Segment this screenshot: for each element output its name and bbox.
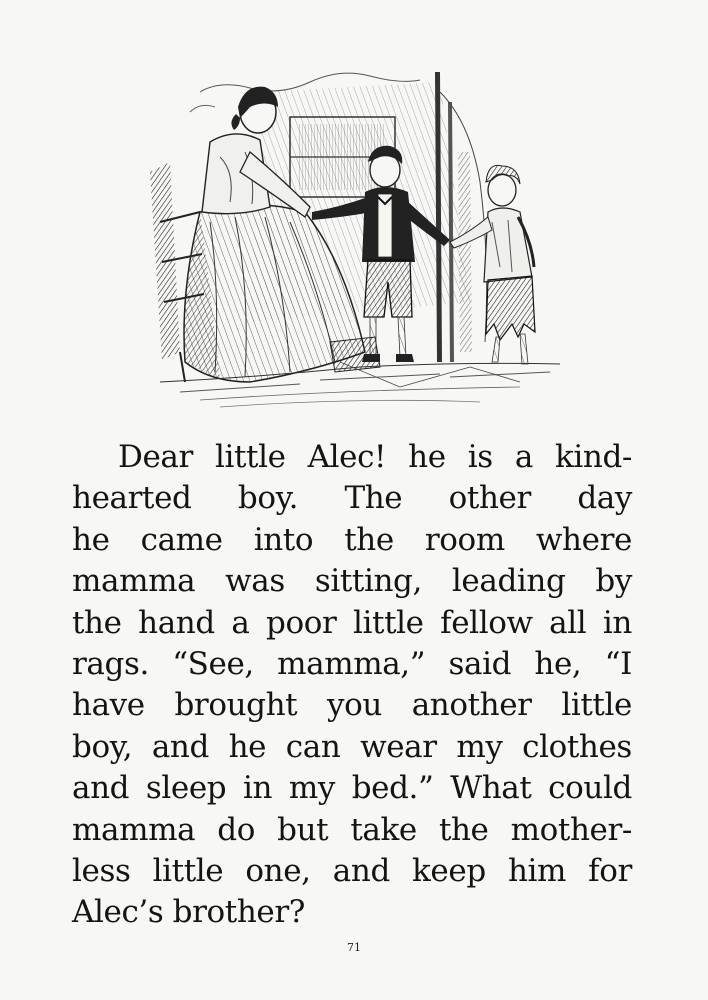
story-word: and <box>332 852 390 889</box>
story-word: What <box>450 770 532 807</box>
story-word: less <box>72 852 131 889</box>
story-line <box>72 685 632 726</box>
story-word: fellow <box>440 604 533 641</box>
story-word: little <box>152 852 224 889</box>
story-word: day <box>577 480 632 517</box>
story-word: my <box>288 770 335 807</box>
story-word: sleep <box>145 770 227 807</box>
story-word: wear <box>360 728 437 765</box>
story-word: came <box>140 521 223 558</box>
story-word: brought <box>174 687 298 724</box>
story-word: but <box>277 811 329 848</box>
story-word: him <box>507 852 567 889</box>
story-word: little <box>561 687 632 724</box>
story-word: “I <box>604 645 632 682</box>
story-word: he <box>408 439 446 475</box>
story-word: The <box>344 480 403 517</box>
story-word: a <box>514 439 533 475</box>
story-word: other <box>448 480 531 517</box>
story-word: boy, <box>72 728 133 765</box>
story-word: the <box>344 521 394 558</box>
story-word: sitting, <box>314 563 422 600</box>
story-word: hearted <box>72 480 192 517</box>
story-word: hand <box>138 604 215 641</box>
story-word: the <box>438 811 489 848</box>
story-word: all <box>549 604 587 641</box>
story-line <box>72 437 632 478</box>
story-word: one, <box>245 852 311 889</box>
story-word: where <box>535 521 632 558</box>
story-word: poor <box>266 604 337 641</box>
story-line <box>72 810 632 851</box>
story-line <box>72 603 632 644</box>
story-word: keep <box>412 852 486 889</box>
page-number: 71 <box>347 941 361 954</box>
story-word: into <box>253 521 314 558</box>
story-word: clothes <box>522 728 632 765</box>
story-word: do <box>217 811 255 848</box>
story-word: said <box>448 645 512 682</box>
story-word: and <box>151 728 209 765</box>
story-word: little <box>352 604 424 641</box>
story-line <box>72 768 632 809</box>
story-word: by <box>595 563 632 600</box>
story-word: is <box>467 439 493 475</box>
story-word: little <box>214 439 286 475</box>
story-word: my <box>456 728 503 765</box>
story-word: mamma <box>72 563 196 600</box>
story-word: he <box>72 521 110 558</box>
story-word: in <box>602 604 632 641</box>
story-word: he <box>228 728 267 765</box>
story-word: room <box>424 521 505 558</box>
mother-and-boys-engraving-icon <box>140 62 570 417</box>
story-line <box>72 644 632 685</box>
story-word: Dear <box>118 439 193 475</box>
story-word: for <box>588 852 632 889</box>
story-word: “See, <box>172 645 254 682</box>
story-word: mother- <box>510 811 632 848</box>
story-word: take <box>350 811 417 848</box>
engraving-illustration <box>140 62 570 417</box>
story-word: he, <box>534 645 582 682</box>
story-word: have <box>72 687 145 724</box>
story-line <box>72 851 632 892</box>
story-word: and <box>72 770 130 807</box>
story-word: can <box>285 728 341 765</box>
story-line <box>72 520 632 561</box>
story-word: Alec! <box>307 439 387 475</box>
story-line <box>72 892 632 933</box>
story-word: rags. <box>72 645 149 682</box>
story-word: leading <box>451 563 566 600</box>
story-word: a <box>231 604 250 641</box>
story-word: bed.” <box>351 770 434 807</box>
story-word: in <box>242 770 273 807</box>
story-word: Alec’s <box>72 894 164 931</box>
story-word: kind- <box>555 439 632 475</box>
story-word: boy. <box>237 480 299 517</box>
story-paragraph <box>72 437 632 934</box>
story-word: could <box>548 770 632 807</box>
story-word: the <box>72 604 122 641</box>
story-word: brother? <box>172 894 306 931</box>
story-word: another <box>411 687 532 724</box>
story-word: you <box>326 687 382 724</box>
story-word: mamma <box>72 811 196 848</box>
story-word: was <box>225 563 285 600</box>
story-line <box>72 561 632 602</box>
story-line <box>72 478 632 519</box>
story-line <box>72 727 632 768</box>
story-word: mamma,” <box>277 645 426 682</box>
